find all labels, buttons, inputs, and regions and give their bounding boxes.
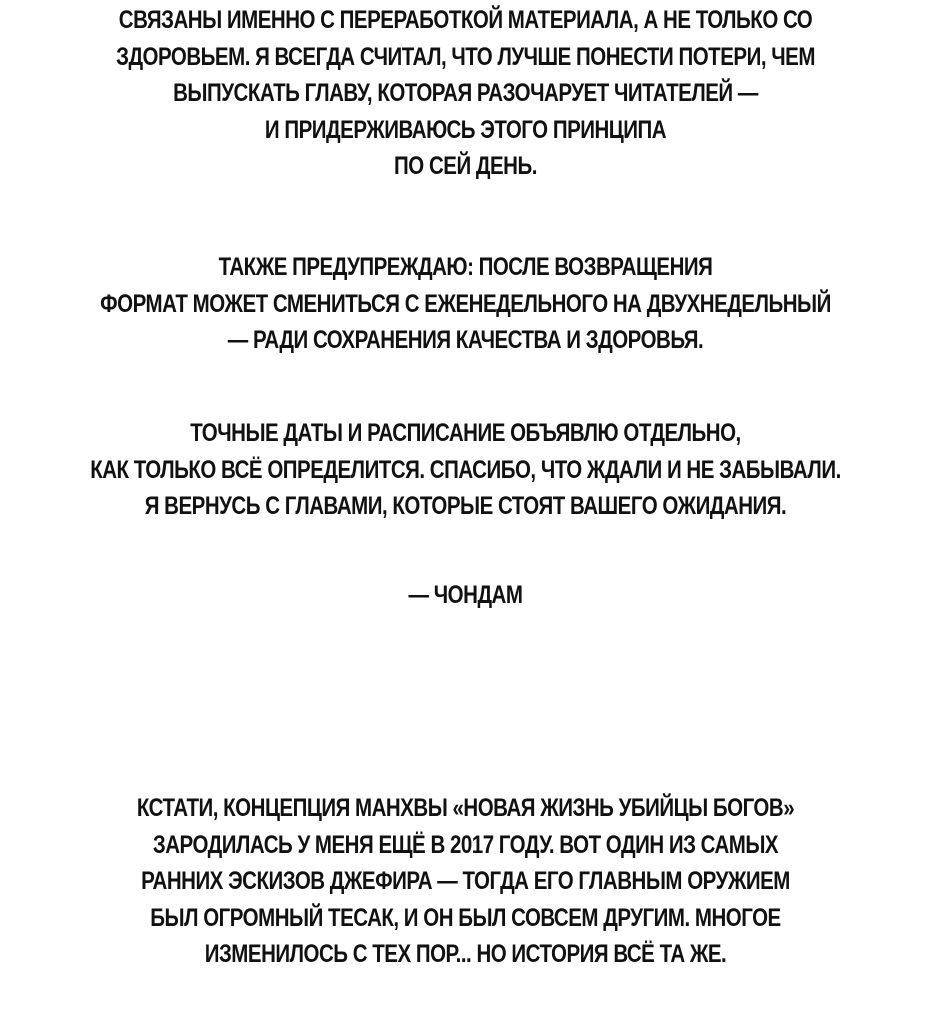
text-line: ИЗМЕНИЛОСЬ С ТЕХ ПОР... НО ИСТОРИЯ ВСЁ ТА ЖЕ. (204, 940, 727, 968)
text-line: ВЫПУСКАТЬ ГЛАВУ, КОТОРАЯ РАЗОЧАРУЕТ ЧИТАТЕЛЕЙ — (173, 79, 758, 107)
text-line: ПО СЕЙ ДЕНЬ. (394, 152, 537, 180)
paragraph-schedule-thanks (84, 415, 847, 525)
text-line: РАННИХ ЭСКИЗОВ ДЖЕФИРА — ТОГДА ЕГО ГЛАВНЫМ ОРУЖИЕМ (141, 867, 790, 895)
paragraph-concept-history (84, 790, 847, 973)
paragraph-format-warning (84, 249, 847, 359)
text-line: КСТАТИ, КОНЦЕПЦИЯ МАНХВЫ «НОВАЯ ЖИЗНЬ УБИЙЦЫ БОГОВ» (136, 794, 795, 822)
author-signature (84, 577, 847, 614)
signature-text: — ЧОНДАМ (408, 581, 523, 609)
paragraph-reason-delay (84, 2, 847, 185)
text-line: Я ВЕРНУСЬ С ГЛАВАМИ, КОТОРЫЕ СТОЯТ ВАШЕГО ОЖИДАНИЯ. (144, 492, 787, 520)
text-line: СВЯЗАНЫ ИМЕННО С ПЕРЕРАБОТКОЙ МАТЕРИАЛА, А НЕ ТОЛЬКО СО (118, 6, 813, 34)
text-line: ЗДОРОВЬЕМ. Я ВСЕГДА СЧИТАЛ, ЧТО ЛУЧШЕ ПОНЕСТИ ПОТЕРИ, ЧЕМ (116, 42, 815, 71)
text-line: ЗАРОДИЛАСЬ У МЕНЯ ЕЩЁ В 2017 ГОДУ. ВОТ ОДИН ИЗ САМЫХ (152, 830, 779, 859)
text-line: — РАДИ СОХРАНЕНИЯ КАЧЕСТВА И ЗДОРОВЬЯ. (227, 326, 704, 354)
text-line: ТОЧНЫЕ ДАТЫ И РАСПИСАНИЕ ОБЪЯВЛЮ ОТДЕЛЬНО, (190, 419, 741, 447)
text-line: ТАКЖЕ ПРЕДУПРЕЖДАЮ: ПОСЛЕ ВОЗВРАЩЕНИЯ (218, 253, 713, 281)
text-line: ФОРМАТ МОЖЕТ СМЕНИТЬСЯ С ЕЖЕНЕДЕЛЬНОГО НА ДВУХНЕДЕЛЬНЫЙ (100, 289, 831, 318)
text-line: И ПРИДЕРЖИВАЮСЬ ЭТОГО ПРИНЦИПА (264, 115, 667, 144)
text-line: БЫЛ ОГРОМНЫЙ ТЕСАК, И ОН БЫЛ СОВСЕМ ДРУГИМ. МНОГОЕ (150, 903, 781, 932)
text-line: КАК ТОЛЬКО ВСЁ ОПРЕДЕЛИТСЯ. СПАСИБО, ЧТО ЖДАЛИ И НЕ ЗАБЫВАЛИ. (90, 455, 841, 484)
